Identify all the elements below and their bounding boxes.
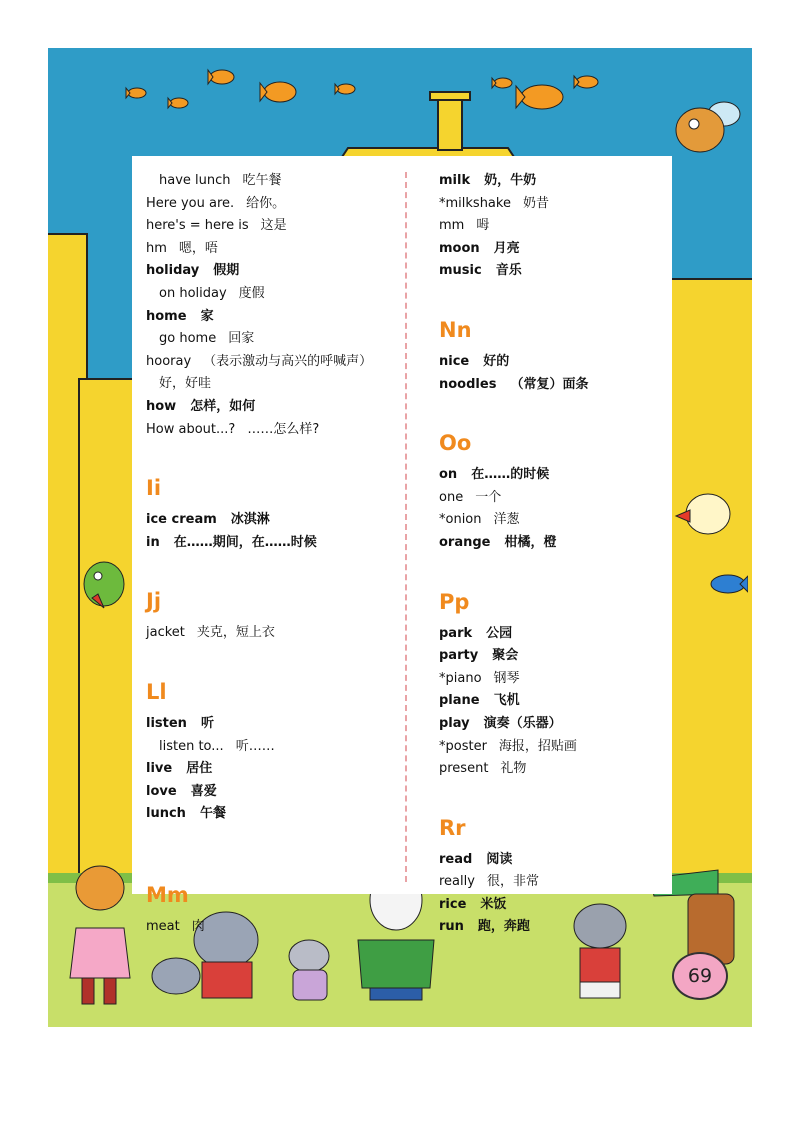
vocab-entry [439, 894, 669, 917]
vocab-word: orange [439, 534, 491, 550]
vocab-word: hooray [146, 353, 192, 369]
vocab-meaning: 演奏（乐器） [483, 715, 562, 731]
vocab-meaning: （常复）面条 [510, 376, 589, 392]
vocab-word: home [146, 308, 187, 324]
fish-icon [333, 82, 357, 96]
left-column [146, 170, 396, 938]
vocab-word: here's = here is [146, 218, 249, 234]
vocab-meaning: 喜爱 [190, 783, 217, 799]
vocab-word: Here you are. [146, 195, 235, 211]
spacer [146, 645, 396, 667]
letter-heading: Oo [439, 431, 472, 456]
spacer [439, 555, 669, 577]
vocab-word: listen to... [159, 738, 224, 754]
vocab-word: holiday [146, 263, 200, 279]
vocab-meaning: 一个 [475, 489, 502, 505]
fish-icon [258, 80, 298, 104]
vocab-meaning: 吃午餐 [242, 173, 282, 188]
vocab-meaning: 奶，牛奶 [484, 173, 537, 188]
letter-heading: Jj [146, 589, 162, 614]
vocab-word: nice [439, 353, 470, 369]
vocab-word: *poster [439, 738, 487, 754]
vocab-word: party [439, 648, 479, 664]
fish-icon [206, 68, 236, 86]
vocab-word: milk [439, 173, 471, 188]
vocab-word: on [439, 467, 458, 483]
vocab-meaning: 阅读 [486, 851, 513, 867]
vocab-entry [146, 170, 396, 193]
vocab-entry [439, 849, 669, 872]
spacer [439, 283, 669, 305]
vocab-word: jacket [146, 625, 185, 641]
vocab-word: hm [146, 240, 167, 256]
vocab-word: on holiday [159, 285, 227, 301]
vocab-entry [439, 509, 669, 532]
vocab-word: noodles [439, 376, 497, 392]
vocab-entry [439, 532, 669, 555]
vocab-word: have lunch [159, 173, 231, 188]
vocab-entry [439, 623, 669, 646]
vocab-entry [439, 713, 669, 736]
letter-heading: Rr [439, 815, 466, 840]
vocab-entry [439, 668, 669, 691]
vocab-entry [439, 351, 669, 374]
vocab-entry [439, 916, 669, 939]
vocab-entry [439, 193, 669, 216]
vocab-meaning: 月亮 [493, 240, 520, 256]
vocab-word: music [439, 263, 482, 279]
vocab-meaning: 聚会 [492, 648, 519, 664]
vocab-meaning: 这是 [260, 218, 287, 234]
vocab-meaning: 奶昔 [522, 195, 549, 211]
letter-heading: Ii [146, 476, 162, 501]
vocab-entry [439, 487, 669, 510]
vocab-word: *milkshake [439, 195, 511, 211]
vocab-meaning: 很，非常 [486, 874, 539, 890]
vocab-meaning: 钢琴 [493, 670, 520, 686]
vocab-word: rice [439, 896, 467, 912]
vocab-meaning: 家 [200, 308, 214, 324]
vocab-meaning: 肉 [191, 918, 205, 934]
vocab-entry [146, 736, 396, 759]
vocab-word: run [439, 919, 464, 935]
vocab-word: *onion [439, 512, 482, 528]
vocab-meaning: （表示激动与高兴的呼喊声） [203, 353, 373, 369]
vocab-meaning: ……怎么样? [247, 421, 320, 437]
vocab-word: meat [146, 918, 180, 934]
vocab-word: lunch [146, 806, 186, 822]
vocab-entry [439, 238, 669, 261]
vocab-entry [439, 871, 669, 894]
fox-icon [66, 858, 136, 1008]
vocab-meaning: 在……的时候 [471, 467, 550, 483]
vocab-entry [146, 306, 396, 329]
vocab-meaning: 好，好哇 [159, 376, 212, 392]
vocab-meaning: 飞机 [493, 693, 520, 709]
vocab-entry [146, 328, 396, 351]
vocab-entry [439, 170, 669, 193]
spacer [146, 441, 396, 463]
fish-icon [166, 96, 190, 110]
vocab-entry [146, 283, 396, 306]
vocab-meaning: 呣 [476, 218, 490, 234]
vocab-meaning: 好的 [483, 353, 510, 369]
spacer [146, 826, 396, 848]
vocab-entry [146, 781, 396, 804]
vocab-meaning: 听…… [235, 738, 275, 754]
vocab-word: How about...? [146, 421, 236, 437]
vocab-meaning: 度假 [238, 285, 265, 301]
vocab-entry [439, 736, 669, 759]
vocab-word: mm [439, 218, 465, 234]
vocab-word: present [439, 761, 489, 777]
vocab-meaning: 假期 [213, 263, 240, 279]
vocab-meaning: 回家 [228, 331, 255, 347]
vocab-entry [146, 622, 396, 645]
letter-heading: Pp [439, 589, 470, 614]
vocab-entry [439, 464, 669, 487]
vocab-meaning: 在……期间，在……时候 [173, 534, 317, 550]
vocab-meaning: 米饭 [480, 896, 507, 912]
vocab-meaning: 公园 [486, 625, 513, 641]
vocab-entry [146, 351, 396, 374]
vocab-meaning: 音乐 [495, 263, 522, 279]
vocab-word: one [439, 489, 464, 505]
right-column [439, 170, 669, 939]
page-number: 69 [672, 952, 728, 1000]
vocab-meaning: 居住 [186, 761, 213, 777]
vocab-meaning: 海报，招贴画 [498, 738, 577, 754]
vocab-meaning: 听 [200, 715, 214, 731]
vocab-entry [146, 238, 396, 261]
fish-icon [572, 74, 600, 90]
vocab-entry [146, 758, 396, 781]
vocab-word: listen [146, 715, 187, 731]
vocab-word: really [439, 874, 475, 890]
fish-icon [490, 76, 514, 90]
letter-heading: Ll [146, 679, 167, 704]
vocab-meaning: 午餐 [199, 806, 226, 822]
parrot-icon [78, 552, 134, 612]
letter-heading: Nn [439, 317, 472, 342]
vocab-entry [439, 645, 669, 668]
vocab-meaning: 柑橘，橙 [504, 534, 557, 550]
vocab-word: *piano [439, 670, 482, 686]
vocab-entry [146, 396, 396, 419]
vocab-meaning: 跑，奔跑 [477, 919, 530, 935]
vocab-entry [146, 803, 396, 826]
vocab-entry [146, 532, 396, 555]
vocab-entry [439, 758, 669, 781]
vocab-entry [146, 916, 396, 939]
vocab-word: plane [439, 693, 480, 709]
vocab-word: go home [159, 331, 217, 347]
chick-icon [670, 486, 734, 540]
vocab-word: live [146, 761, 173, 777]
vocab-meaning: 礼物 [500, 761, 527, 777]
spacer [146, 848, 396, 870]
vocab-entry [439, 215, 669, 238]
vocab-meaning: 洋葱 [493, 512, 520, 528]
spacer [146, 554, 396, 576]
fish-icon [704, 572, 748, 596]
vocab-entry [146, 260, 396, 283]
vocab-entry [439, 260, 669, 283]
fish-icon [514, 82, 566, 112]
vocab-entry [146, 509, 396, 532]
bee-icon [662, 92, 748, 162]
vocab-entry [146, 193, 396, 216]
letter-heading: Mm [146, 882, 189, 907]
vocab-word: read [439, 851, 473, 867]
vocab-meaning: 冰淇淋 [230, 512, 270, 528]
vocab-word: in [146, 534, 160, 550]
vocab-meaning: 嗯，唔 [178, 240, 218, 256]
fish-icon [124, 86, 148, 100]
vocab-word: ice cream [146, 512, 217, 528]
vocab-meaning: 给你。 [246, 195, 286, 211]
column-divider [405, 172, 407, 882]
vocab-word: park [439, 625, 473, 641]
vocab-entry [146, 215, 396, 238]
vocab-entry [146, 373, 396, 396]
vocab-meaning: 怎样，如何 [190, 398, 256, 414]
vocab-entry [146, 419, 396, 442]
spacer [439, 396, 669, 418]
vocab-meaning: 夹克，短上衣 [196, 625, 275, 641]
vocab-word: love [146, 783, 177, 799]
vocab-word: play [439, 715, 470, 731]
mouse-icon [275, 934, 345, 1006]
vocab-word: moon [439, 240, 480, 256]
vocab-entry [439, 690, 669, 713]
spacer [439, 781, 669, 803]
vocab-entry [439, 374, 669, 397]
vocab-entry [146, 713, 396, 736]
vocab-word: how [146, 398, 177, 414]
